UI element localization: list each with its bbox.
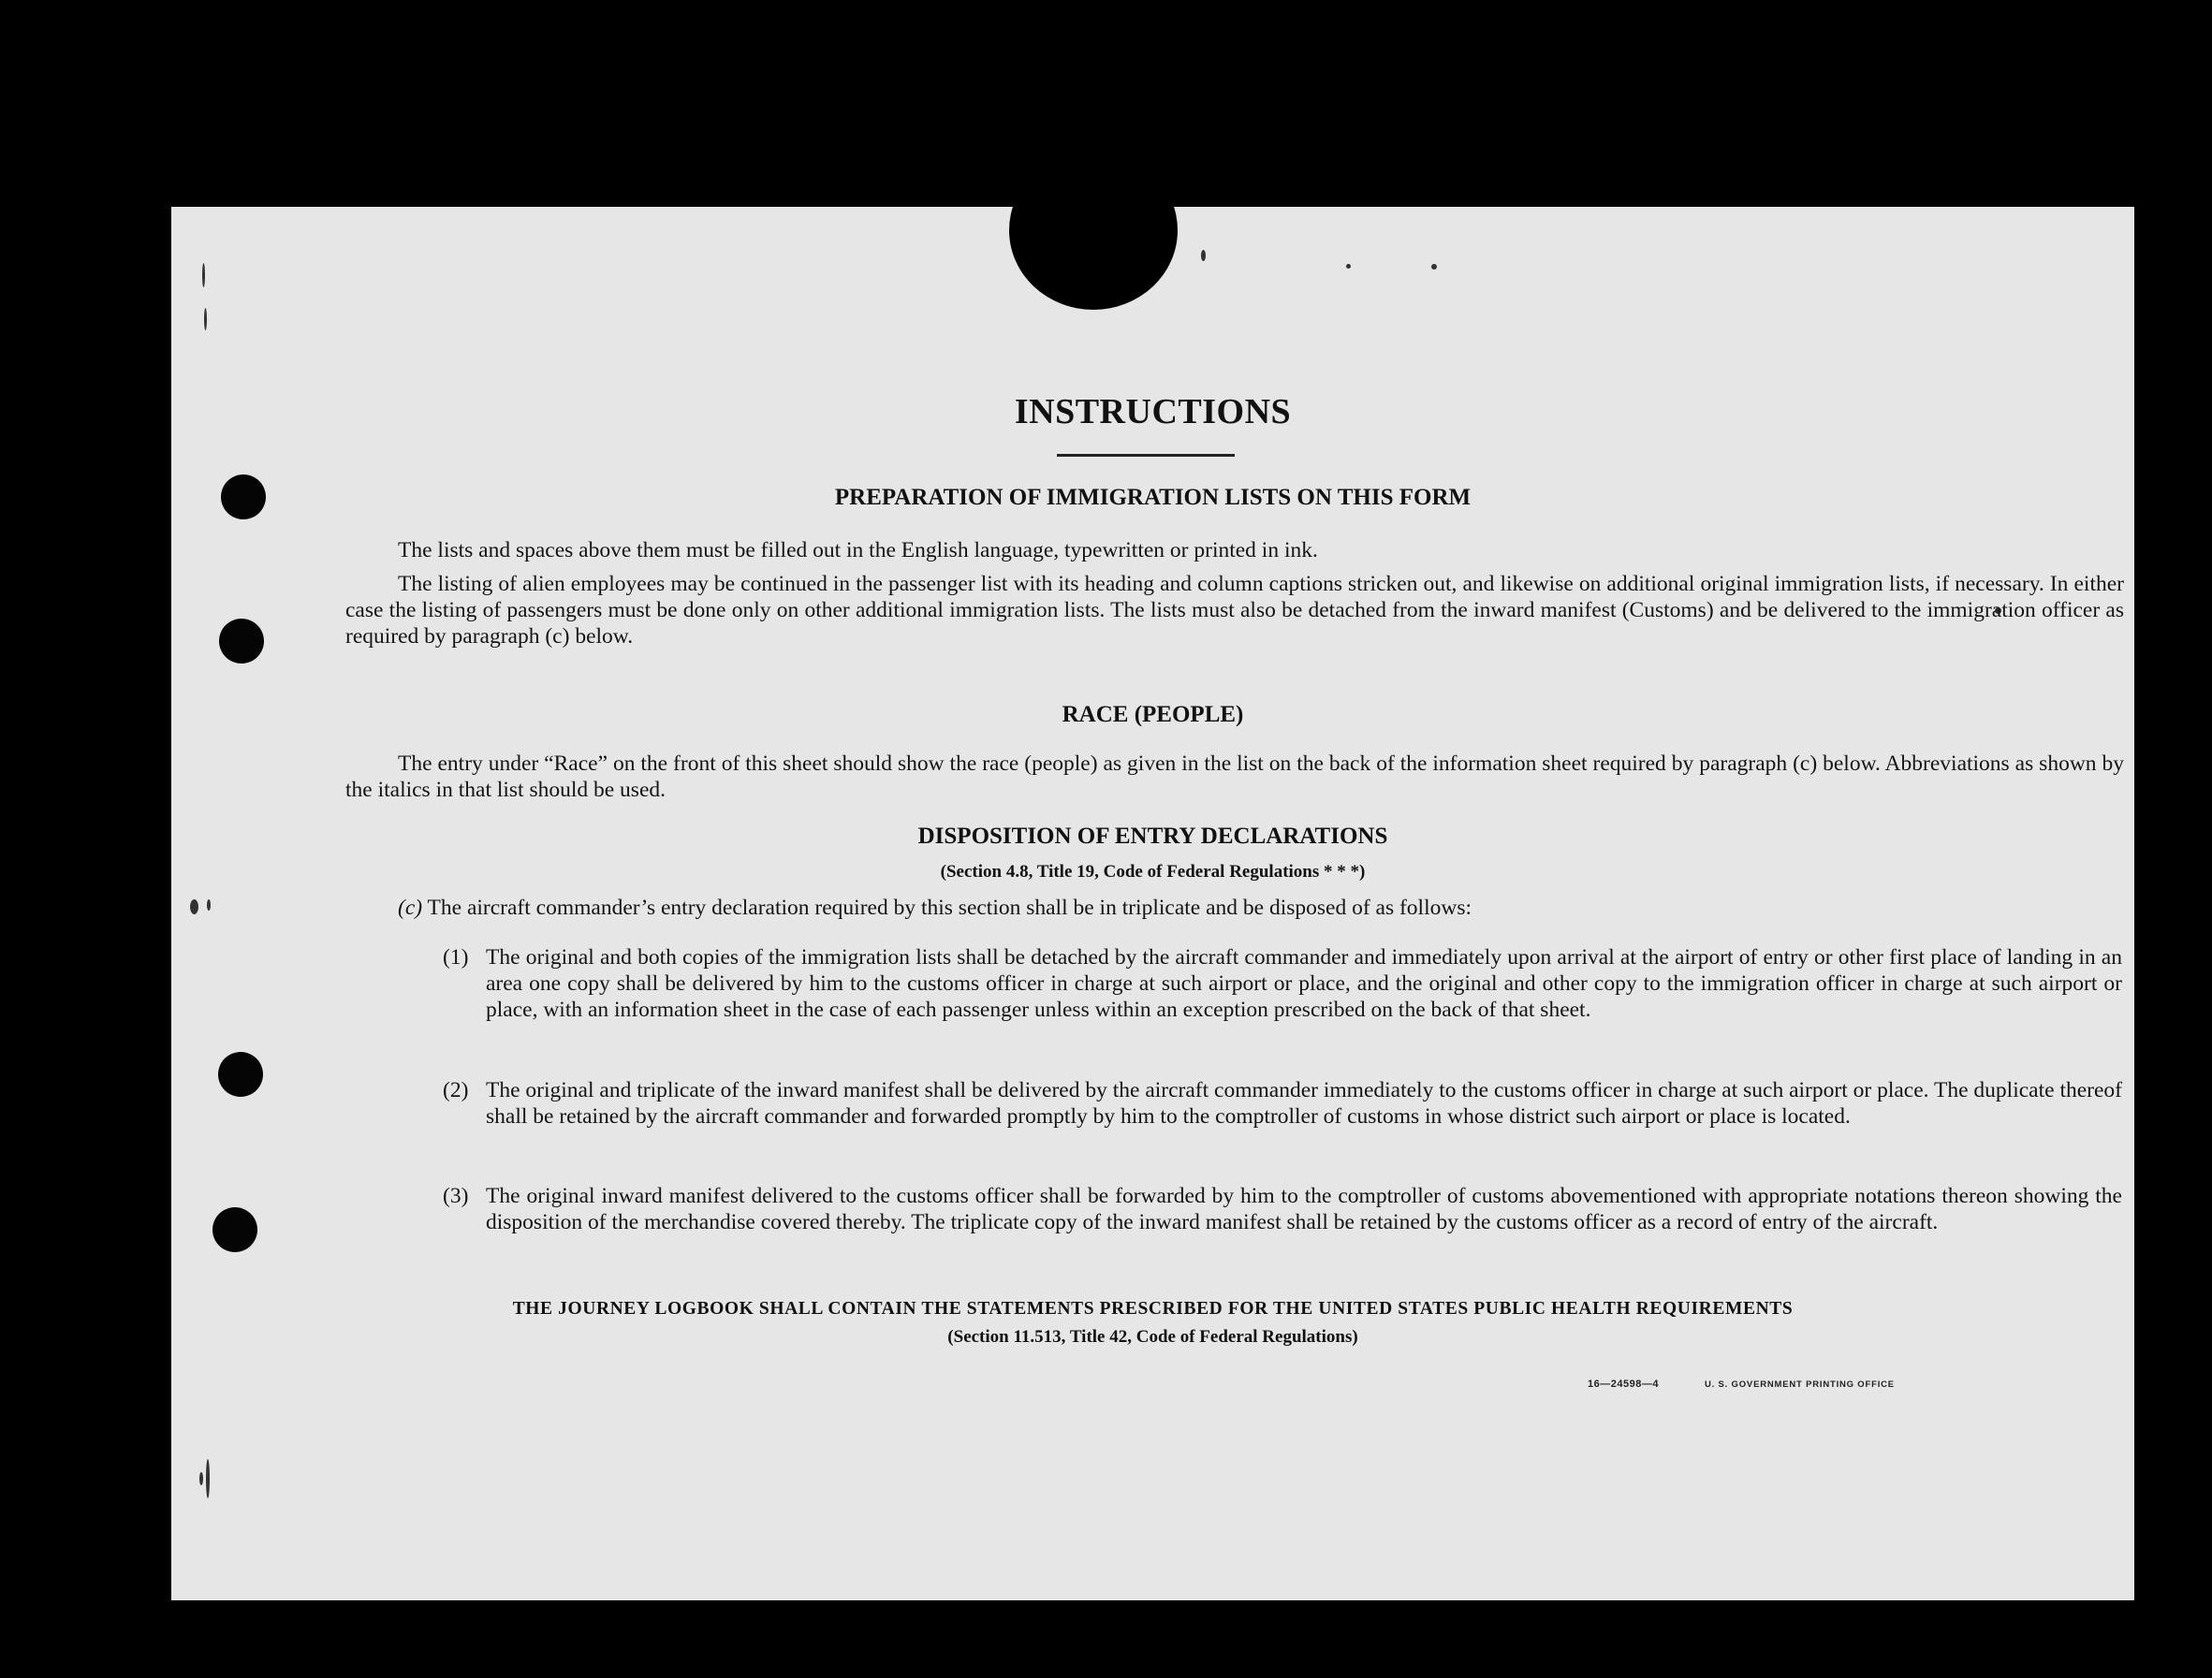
paragraph: The lists and spaces above them must be filled out in the English language, typewritten or printed in ink.: [398, 538, 1318, 562]
paragraph-c: [398, 895, 2120, 921]
punch-hole-3: [218, 1052, 263, 1097]
paragraph: The entry under “Race” on the front of this sheet should show the race (people) as given in the list on the back of the information sheet required by paragraph (c) below. Abbreviations as shown by the italics in that list should be used.: [345, 751, 2124, 802]
ink-speck: [207, 899, 211, 911]
paragraph-text: The aircraft commander’s entry declaration required by this section shall be in triplicate and be disposed of as follows:: [427, 896, 1472, 920]
punch-hole-2: [219, 619, 264, 664]
printer-imprint: U. S. GOVERNMENT PRINTING OFFICE: [1705, 1379, 1895, 1390]
page-title: INSTRUCTIONS: [1014, 392, 1292, 431]
form-number: 16—24598—4: [1588, 1379, 1659, 1390]
ink-speck: [199, 1472, 203, 1485]
section-heading-race: RACE (PEOPLE): [1062, 702, 1244, 727]
list-item-number: (1): [443, 945, 469, 970]
list-item-text: The original inward manifest delivered to the customs officer shall be forwarded by him to the comptroller of customs abovementioned with appropriate notations thereon showing the disposition of the merchandise covered thereby. The triplicate copy of the inward manifest shall be retained by the customs officer as a record of entry of the aircraft.: [486, 1184, 2122, 1234]
list-item-text: The original and both copies of the immigration lists shall be detached by the aircraft commander and immediately upon arrival at the airport of entry or other first place of landing in an area one copy shall be delivered by him to the customs officer in charge at such airport or place, and the original and other copy to the immigration officer in charge at such airport or place, with an information sheet in the case of each passenger unless within an exception prescribed on the back of that sheet.: [486, 945, 2122, 1022]
document-page: [171, 207, 2134, 1600]
section-heading-preparation: PREPARATION OF IMMIGRATION LISTS ON THIS FORM: [834, 485, 1472, 510]
health-requirements-reference: (Section 11.513, Title 42, Code of Federal Regulations): [947, 1327, 1358, 1347]
ink-speck: [1201, 250, 1206, 261]
list-item-number: (3): [443, 1184, 469, 1208]
ink-speck: [206, 1459, 210, 1498]
list-item: [443, 944, 2122, 1023]
ink-speck: [1431, 264, 1437, 270]
punch-hole-4: [212, 1207, 257, 1252]
list-item-number: (2): [443, 1078, 469, 1102]
list-item: [443, 1183, 2122, 1235]
ink-speck: [204, 308, 207, 330]
list-item: [443, 1077, 2122, 1130]
paragraph-label: (c): [398, 896, 423, 920]
paragraph: The listing of alien employees may be continued in the passenger list with its heading and column captions stricken out, and likewise on additional original immigration lists, if necessary. In either case the listing of passengers must be done only on other additional immigration lists. The lists must also be detached from the inward manifest (Customs) and be delivered to the immigration officer as required by paragraph (c) below.: [345, 572, 2124, 649]
section-heading-disposition: DISPOSITION OF ENTRY DECLARATIONS: [917, 824, 1388, 849]
torn-notch: [1009, 207, 1178, 310]
ink-speck: [202, 263, 205, 287]
health-requirements-statement: THE JOURNEY LOGBOOK SHALL CONTAIN THE STATEMENTS PRESCRIBED FOR THE UNITED STATES PUBLIC HEALTH REQUIREMENTS: [512, 1299, 1794, 1319]
ink-speck: [190, 899, 198, 914]
list-item-text: The original and triplicate of the inward manifest shall be delivered by the aircraft commander immediately to the customs officer in charge at such airport or place. The duplicate thereof shall be retained by the aircraft commander and forwarded promptly by him to the comptroller of customs in whose district such airport or place is located.: [486, 1078, 2122, 1129]
section-reference: (Section 4.8, Title 19, Code of Federal Regulations * * *): [940, 862, 1366, 882]
title-underline: [1057, 454, 1235, 457]
ink-speck: [1346, 264, 1351, 269]
